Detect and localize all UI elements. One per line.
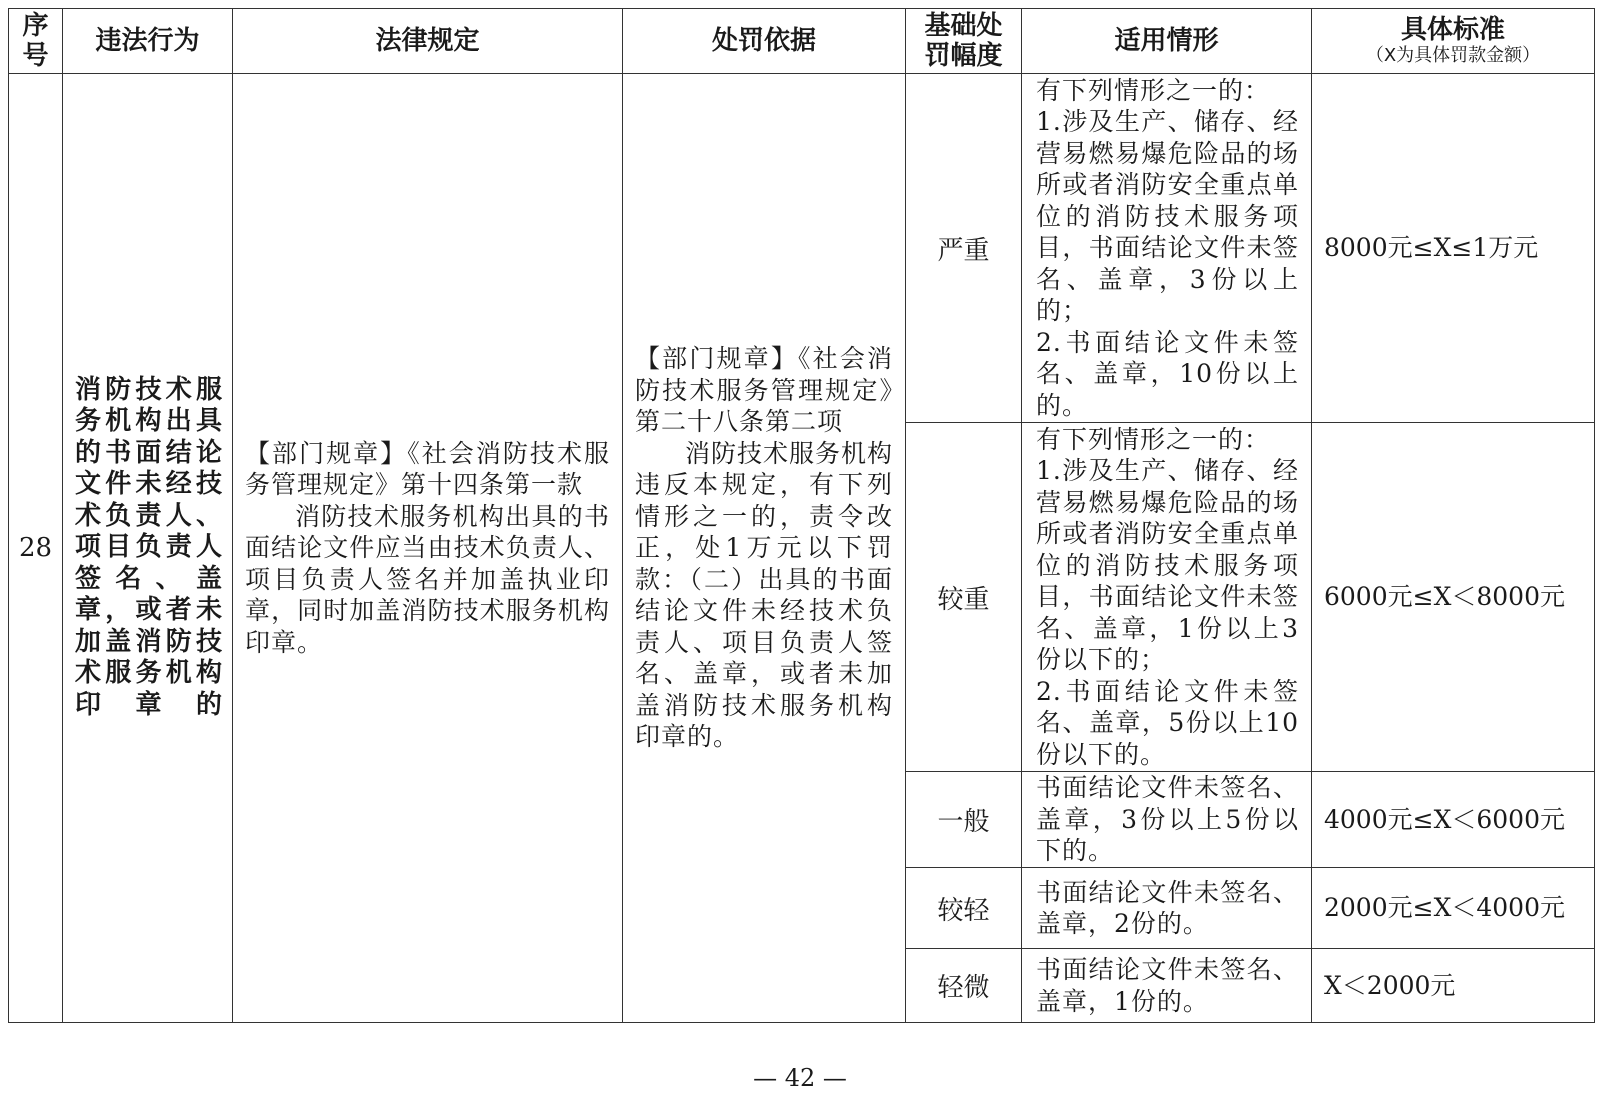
basis-title: 【部门规章】《社会消防技术服务管理规定》第二十八条第二项	[635, 344, 893, 437]
situation-line: 1.涉及生产、储存、经营易燃易爆危险品的场所或者消防安全重点单位的消防技术服务项目，书面结论文件未签名、盖章，1份以上3份以下的；	[1036, 456, 1299, 675]
law-title: 【部门规章】《社会消防技术服务管理规定》第十四条第一款	[245, 438, 610, 500]
degree-cell: 一般	[906, 772, 1022, 868]
table-row	[9, 74, 1595, 423]
situation-cell	[1022, 772, 1312, 868]
header-row	[9, 9, 1595, 74]
degree-cell: 轻微	[906, 949, 1022, 1023]
standard-cell: 6000元≤X＜8000元	[1312, 423, 1595, 772]
header-standard-sub: （X为具体罚款金额）	[1365, 45, 1541, 66]
situation-cell	[1022, 74, 1312, 423]
situation-cell	[1022, 868, 1312, 949]
row-act-text: 消防技术服务机构出具的书面结论文件未经技术负责人、项目负责人签名、盖章，或者未加盖消防技术服务机构印章的	[75, 374, 222, 720]
situation-line: 有下列情形之一的：	[1036, 424, 1271, 454]
penalty-standards-table	[8, 8, 1595, 1023]
standard-cell: 2000元≤X＜4000元	[1312, 868, 1595, 949]
header-situation: 适用情形	[1022, 9, 1312, 74]
situation-line: 书面结论文件未签名、盖章，3份以上5份以下的。	[1036, 773, 1299, 866]
row-seq: 28	[9, 74, 63, 1023]
header-basis: 处罚依据	[623, 9, 906, 74]
degree-cell: 较重	[906, 423, 1022, 772]
header-law: 法律规定	[233, 9, 623, 74]
header-standard	[1312, 9, 1595, 74]
page-number: — 42 —	[753, 1064, 847, 1092]
header-degree-line2: 罚幅度	[924, 41, 1003, 71]
row-basis	[623, 74, 906, 1023]
degree-cell: 严重	[906, 74, 1022, 423]
situation-cell	[1022, 423, 1312, 772]
standard-cell: 8000元≤X≤1万元	[1312, 74, 1595, 423]
header-seq	[9, 9, 63, 74]
situation-line: 有下列情形之一的：	[1036, 75, 1271, 105]
situation-line: 1.涉及生产、储存、经营易燃易爆危险品的场所或者消防安全重点单位的消防技术服务项目，书面结论文件未签名、盖章，3份以上的；	[1036, 107, 1299, 326]
row-act	[63, 74, 233, 1023]
situation-line: 2.书面结论文件未签名、盖章，10份以上的。	[1036, 327, 1299, 420]
header-standard-title: 具体标准	[1400, 15, 1505, 45]
row-law	[233, 74, 623, 1023]
header-degree	[906, 9, 1022, 74]
situation-cell	[1022, 949, 1312, 1023]
basis-text: 消防技术服务机构违反本规定，有下列情形之一的，责令改正，处1万元以下罚款：（二）出具的书面结论文件未经技术负责人、项目负责人签名、盖章，或者未加盖消防技术服务机构印章的。	[635, 438, 894, 752]
header-seq-line1: 序	[22, 11, 49, 41]
header-degree-line1: 基础处	[924, 11, 1003, 41]
situation-line: 书面结论文件未签名、盖章，2份的。	[1036, 877, 1299, 938]
standard-cell: 4000元≤X＜6000元	[1312, 772, 1595, 868]
standard-cell: X＜2000元	[1312, 949, 1595, 1023]
situation-line: 书面结论文件未签名、盖章，1份的。	[1036, 955, 1299, 1016]
law-text: 消防技术服务机构出具的书面结论文件应当由技术负责人、项目负责人签名并加盖执业印章，同时加盖消防技术服务机构印章。	[245, 501, 610, 657]
header-act: 违法行为	[63, 9, 233, 74]
degree-cell: 较轻	[906, 868, 1022, 949]
header-seq-line2: 号	[22, 41, 49, 71]
situation-line: 2.书面结论文件未签名、盖章，5份以上10份以下的。	[1036, 676, 1299, 769]
